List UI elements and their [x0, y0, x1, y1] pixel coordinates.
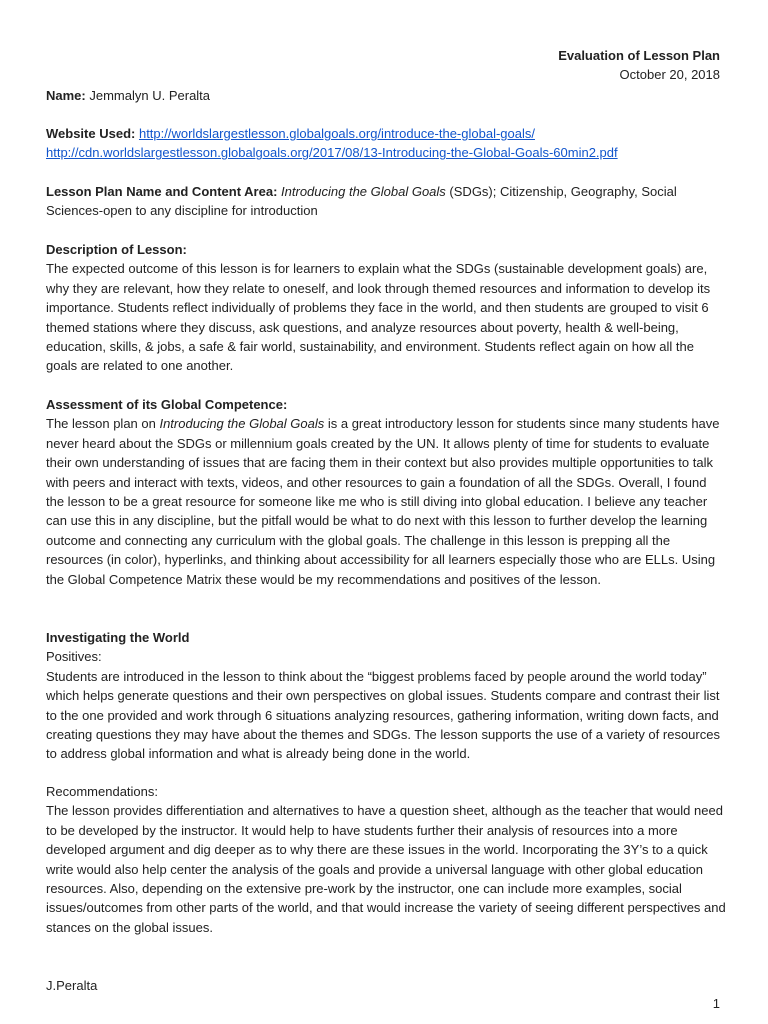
lesson-plan-content-area: (SDGs); Citizenship, Geography, Social Sciences-open to any discipline for introduction	[46, 184, 677, 219]
lesson-plan-section	[46, 182, 726, 221]
document-title: Evaluation of Lesson Plan	[558, 48, 720, 63]
page-number: 1	[712, 996, 720, 1011]
assessment-section	[46, 395, 726, 589]
recommendations-label: Recommendations:	[46, 784, 158, 799]
investigating-heading: Investigating the World	[46, 630, 190, 645]
positives-text: Students are introduced in the lesson to think about the “biggest problems faced by people around the world today” which helps generate questions and their own perspectives on global issues. Students compare and contrast their list to the one provided and work through 6 situations analyzing resources, gathering information, writing down facts, and creating questions they may have about the themes and SDGs. The lesson supports the use of a variety of resources to address global information and what is already being done in the world.	[46, 668, 720, 762]
assessment-text-after: is a great introductory lesson for students since many students have never heard about the SDGs or millennium goals created by the UN. It allows plenty of time for students to evaluate their own understanding of issues that are facing them in their context but also provides multiple opportunities to talk with peers and interact with texts, videos, and other resources to gain a foundation of all the SDGs. Overall, I found the lesson to be a great resource for someone like me who is still diving into global education. I believe any teacher can use this in any discipline, but the pitfall would be what to do next with this lesson to further develop the learning outcome and connecting any curriculum with the global goals. The challenge in this lesson is prepping all the resources (in color), hyperlinks, and thinking about accessibility for all learners especially those who are ELLs. Using the Global Competence Matrix these would be my recommendations and positives of the lesson.	[46, 416, 720, 587]
description-section	[46, 240, 726, 376]
website-link-1[interactable]: http://worldslargestlesson.globalgoals.org/introduce-the-global-goals/	[138, 126, 535, 141]
footer-author: J.Peralta	[46, 978, 98, 993]
assessment-text	[46, 414, 726, 589]
name-label: Name:	[46, 88, 86, 103]
recommendations-text: The lesson provides differentiation and alternatives to have a question sheet, although as the teacher that would need to be developed by the instructor. It would help to have students further their analysis of resources into a more developed argument and dig deeper as to why there are these issues in the world. Incorporating the 3Y’s to a quick write would also help center the analysis of the goals and provide a universal language with other global education resources. Also, depending on the extensive pre-work by the instructor, one can include more examples, social issues/outcomes from other parts of the world, and that would increase the variety of seeing different perspectives and stances on the global issues.	[46, 803, 726, 935]
description-heading: Description of Lesson:	[46, 242, 187, 257]
website-link-2[interactable]: http://cdn.worldslargestlesson.globalgoals.org/2017/08/13-Introducing-the-Global-Goals-60min2.pdf	[46, 145, 618, 161]
assessment-text-before: The lesson plan on	[46, 416, 160, 432]
positives-label: Positives:	[46, 649, 102, 665]
document-date: October 20, 2018	[619, 67, 720, 82]
assessment-text-italic: Introducing the Global Goals	[159, 416, 325, 432]
description-text: The expected outcome of this lesson is for learners to explain what the SDGs (sustainable development goals) are, why they are relevant, how they relate to oneself, and look through themed resources and information to develop its importance. Students reflect individually of problems they face in the world, and then students are grouped to visit 6 themed stations where they discuss, ask questions, and analyze resources about poverty, health & well-being, education, skills, & jobs, a safe & fair world, sustainability, and environment. Students reflect again on how all the goals are related to one another.	[46, 261, 711, 374]
lesson-plan-label: Lesson Plan Name and Content Area:	[46, 184, 278, 199]
lesson-plan-title: Introducing the Global Goals	[281, 184, 446, 199]
assessment-heading: Assessment of its Global Competence:	[46, 397, 288, 412]
name-line	[46, 86, 726, 105]
name-value: Jemmalyn U. Peralta	[89, 88, 211, 103]
investigating-section	[46, 628, 726, 764]
website-section	[46, 124, 726, 163]
website-label: Website Used:	[46, 126, 136, 141]
recommendations-section	[46, 782, 726, 937]
